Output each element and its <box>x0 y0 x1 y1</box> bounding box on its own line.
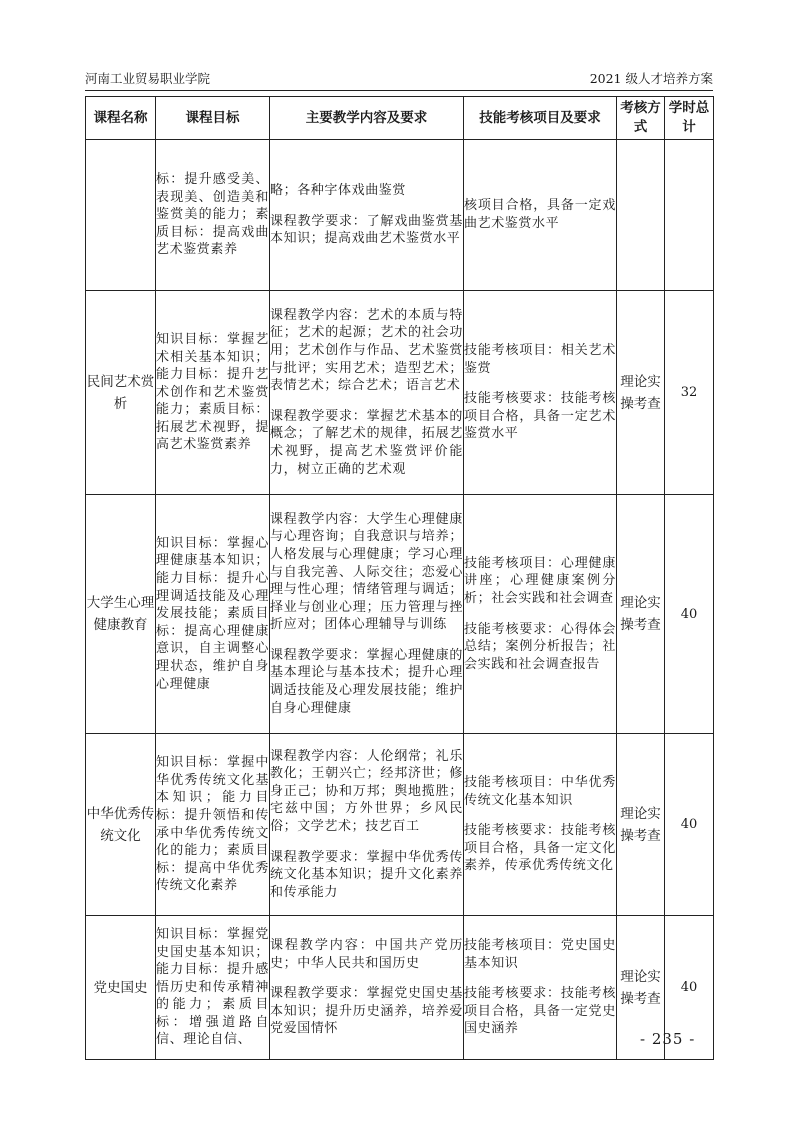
teaching-content-cell <box>270 140 464 291</box>
table-row <box>86 495 714 734</box>
total-hours-cell <box>665 140 714 291</box>
course-name-cell <box>86 140 156 291</box>
column-header-total-hours: 学时总计 <box>665 97 714 140</box>
skill-assessment-cell <box>464 916 617 1060</box>
course-name-cell: 民间艺术赏析 <box>86 291 156 495</box>
header-school-name: 河南工业贸易职业学院 <box>85 71 211 86</box>
course-goal-text: 知识目标：掌握艺术相关基本知识；能力目标：提升艺术创作和艺术鉴赏能力；素质目标：拓展艺术视野，提高艺术鉴赏素养 <box>156 331 269 453</box>
assessment-method-cell <box>617 140 665 291</box>
skill-requirement-text: 技能考核要求：技能考核项目合格，具备一定文化素养，传承优秀传统文化 <box>464 823 616 874</box>
teaching-content-cell <box>270 291 464 495</box>
course-goal-cell <box>156 291 270 495</box>
course-goal-text: 知识目标：掌握党史国史基本知识；能力目标：提升感悟历史和传承精神的能力；素质目标：增强道路自信、理论自信、 <box>156 926 269 1048</box>
curriculum-table <box>85 96 714 1060</box>
table-row <box>86 140 714 291</box>
assessment-method-cell: 理论实操考查 <box>617 916 665 1060</box>
teaching-requirement-text: 课程教学要求：掌握心理健康的基本理论与基本技术；提升心理调适技能及心理发展技能；维护自身心理健康 <box>270 647 463 716</box>
teaching-content-text: 略；各种字体戏曲鉴赏 <box>270 183 407 199</box>
skill-assessment-cell <box>464 734 617 916</box>
assessment-method-cell: 理论实操考查 <box>617 734 665 916</box>
teaching-content-cell <box>270 916 464 1060</box>
page-number: - 235 - <box>640 1030 696 1048</box>
skill-requirement-text: 技能考核要求：技能考核项目合格，具备一定党史国史涵养 <box>464 986 616 1037</box>
teaching-requirement-text: 课程教学要求：掌握艺术基本的概念；了解艺术的规律，拓展艺术视野，提高艺术鉴赏评价能力，树立正确的艺术观 <box>270 408 463 477</box>
column-header-course-name: 课程名称 <box>86 97 156 140</box>
skill-item-text: 技能考核项目：中华优秀传统文化基本知识 <box>464 775 616 808</box>
column-header-assessment-method: 考核方式 <box>617 97 665 140</box>
skill-item-text: 核项目合格，具备一定戏曲艺术鉴赏水平 <box>464 198 616 231</box>
teaching-requirement-text: 课程教学要求：了解戏曲鉴赏基本知识；提高戏曲艺术鉴赏水平 <box>270 213 463 247</box>
teaching-content-cell <box>270 495 464 734</box>
total-hours-cell: 32 <box>665 291 714 495</box>
course-goal-cell <box>156 734 270 916</box>
total-hours-cell: 40 <box>665 916 714 1060</box>
course-goal-text: 标：提升感受美、表现美、创造美和鉴赏美的能力；素质目标：提高戏曲艺术鉴赏素养 <box>156 172 269 258</box>
course-name-cell: 中华优秀传统文化 <box>86 734 156 916</box>
skill-requirement-text: 技能考核要求：心得体会总结；案例分析报告；社会实践和社会调查报告 <box>464 621 616 672</box>
skill-item-text: 技能考核项目：心理健康讲座；心理健康案例分析；社会实践和社会调查 <box>464 555 616 606</box>
skill-assessment-cell <box>464 140 617 291</box>
table-row <box>86 916 714 1060</box>
skill-requirement-text: 技能考核要求：技能考核项目合格，具备一定艺术鉴赏水平 <box>464 391 616 442</box>
teaching-content-text: 课程教学内容：大学生心理健康与心理咨询；自我意识与培养；人格发展与心理健康；学习心理与自我完善、人际交往；恋爱心理与性心理；情绪管理与调适；择业与创业心理；压力管理与挫折应对；团体心理辅导与训练 <box>270 511 463 633</box>
teaching-content-text: 课程教学内容：中国共产党历史；中华人民共和国历史 <box>270 938 463 971</box>
assessment-method-cell: 理论实操考查 <box>617 495 665 734</box>
table-row <box>86 734 714 916</box>
teaching-content-text: 课程教学内容：人伦纲常；礼乐教化；王朝兴亡；经邦济世；修身正己；协和万邦；舆地揽胜；宅兹中国；方外世界；乡风民俗；文学艺术；技艺百工 <box>270 748 463 834</box>
course-goal-cell <box>156 140 270 291</box>
column-header-skill-assessment: 技能考核项目及要求 <box>464 97 617 140</box>
header-rule <box>85 90 713 91</box>
column-header-course-goal: 课程目标 <box>156 97 270 140</box>
skill-assessment-cell <box>464 291 617 495</box>
total-hours-cell: 40 <box>665 495 714 734</box>
assessment-method-cell: 理论实操考查 <box>617 291 665 495</box>
course-name-cell: 党史国史 <box>86 916 156 1060</box>
teaching-content-text: 课程教学内容：艺术的本质与特征；艺术的起源；艺术的社会功用；艺术创作与作品、艺术鉴赏与批评；实用艺术；造型艺术；表情艺术；综合艺术；语言艺术 <box>270 307 463 394</box>
skill-item-text: 技能考核项目：党史国史基本知识 <box>464 938 616 971</box>
course-goal-text: 知识目标：掌握心理健康基本知识；能力目标：提升心理调适技能及心理发展技能；素质目标：提高心理健康意识，自主调整心理状态，维护自身心理健康 <box>156 535 269 692</box>
teaching-requirement-text: 课程教学要求：掌握中华优秀传统文化基本知识；提升文化素养和传承能力 <box>270 849 463 900</box>
column-header-teaching-content: 主要教学内容及要求 <box>270 97 464 140</box>
header-document-title: 2021 级人才培养方案 <box>589 71 713 86</box>
table-header-row <box>86 97 714 140</box>
teaching-requirement-text: 课程教学要求：掌握党史国史基本知识；提升历史涵养，培养爱党爱国情怀 <box>270 986 463 1037</box>
course-goal-cell <box>156 495 270 734</box>
course-goal-text: 知识目标：掌握中华优秀传统文化基本知识；能力目标：提升领悟和传承中华优秀传统文化的能力；素质目标：提高中华优秀传统文化素养 <box>156 755 269 894</box>
course-name-cell: 大学生心理健康教育 <box>86 495 156 734</box>
page-header <box>85 66 713 90</box>
total-hours-cell: 40 <box>665 734 714 916</box>
table-row <box>86 291 714 495</box>
skill-assessment-cell <box>464 495 617 734</box>
skill-item-text: 技能考核项目：相关艺术鉴赏 <box>464 343 616 376</box>
course-goal-cell <box>156 916 270 1060</box>
teaching-content-cell <box>270 734 464 916</box>
